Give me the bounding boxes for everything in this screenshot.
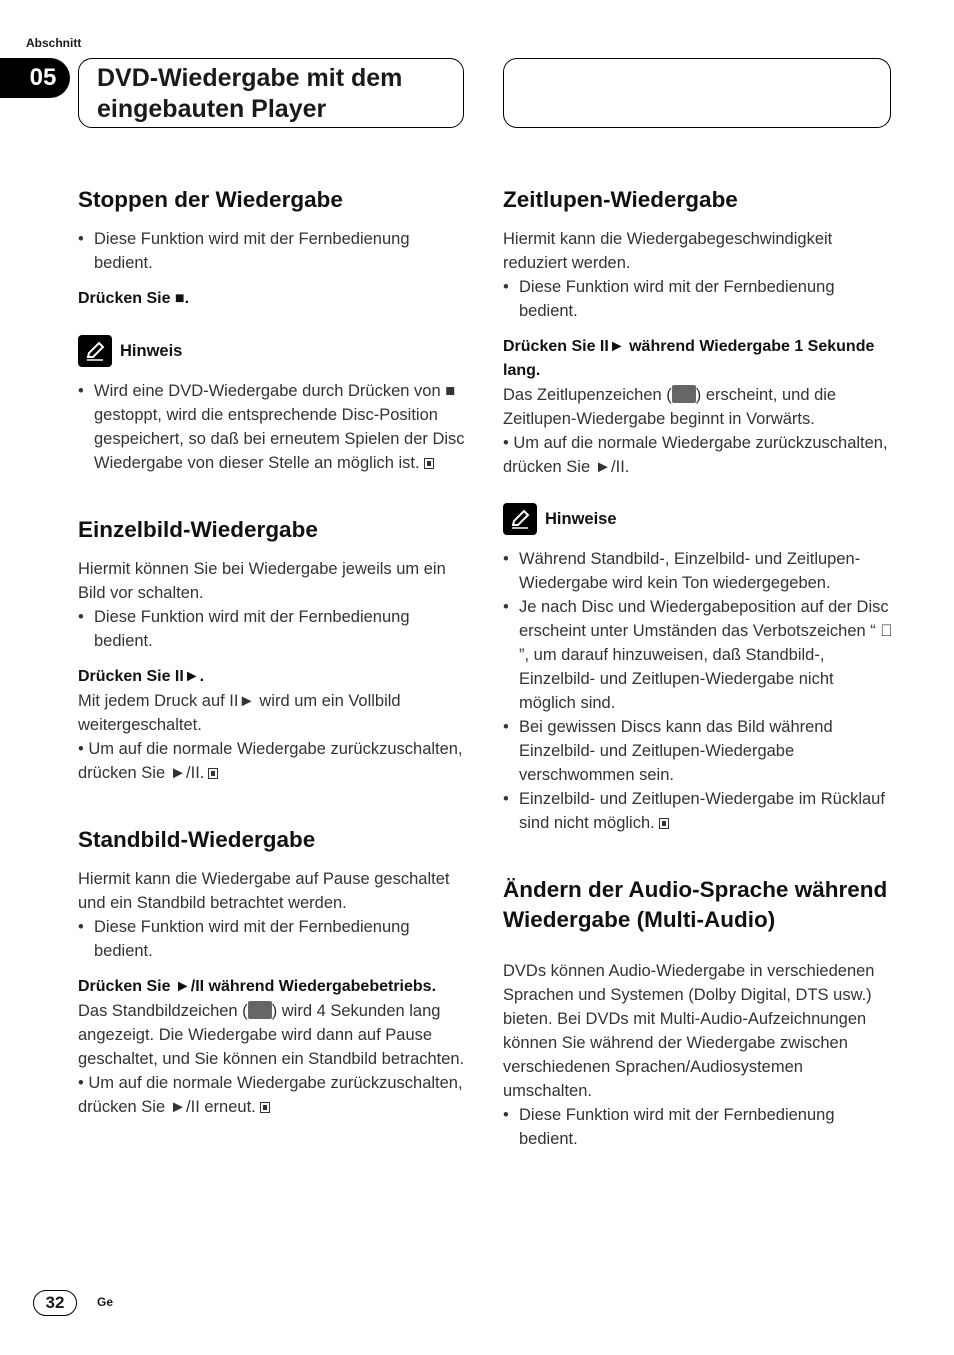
title-line-1: DVD-Wiedergabe mit dem [97, 64, 403, 92]
audio-heading: Ändern der Audio-Sprache während Wiedergabe (Multi-Audio) [503, 877, 888, 932]
still-bullet-1: • Diese Funktion wird mit der Fernbedienung bedient. [78, 915, 468, 963]
page-title [78, 58, 464, 128]
audio-intro: DVDs können Audio-Wiedergabe in verschiedenen Sprachen und Systemen (Dolby Digital, DTS usw.) bieten. Bei DVDs mit Multi-Audio-Aufzeichnungen können Sie während der Wiedergabe zwischen verschiedenen Sprachen/Audiosystemen umschalten. [503, 962, 875, 1100]
slow-note-1: • Während Standbild-, Einzelbild- und Zeitlupen-Wiedergabe wird kein Ton wiedergegeben. [503, 547, 893, 595]
audio-bullet-1: • Diese Funktion wird mit der Fernbedienung bedient. [503, 1103, 893, 1151]
stop-bullet: • Diese Funktion wird mit der Fernbedienung bedient. [78, 227, 468, 275]
frame-bullet-2: • Um auf die normale Wiedergabe zurückzuschalten, drücken Sie ►/II. [78, 740, 463, 782]
slow-bullet-2: • Um auf die normale Wiedergabe zurückzuschalten, drücken Sie ►/II. [503, 434, 888, 476]
still-command: Drücken Sie ►/II während Wiedergabebetriebs. [78, 978, 437, 995]
slow-intro: Hiermit kann die Wiedergabegeschwindigkeit reduziert werden. [503, 230, 833, 272]
right-column [503, 185, 893, 1151]
slow-note-3: • Bei gewissen Discs kann das Bild während Einzelbild- und Zeitlupen-Wiedergabe verschwommen sein. [503, 715, 893, 787]
still-symbol-icon [248, 1001, 272, 1019]
slow-note-title: Hinweise [545, 510, 617, 528]
slow-bullet-1: • Diese Funktion wird mit der Fernbedienung bedient. [503, 275, 893, 323]
header-empty-box [503, 58, 891, 128]
end-mark-icon [424, 458, 434, 469]
note-pencil-icon [503, 503, 537, 535]
slow-command: Drücken Sie II► während Wiedergabe 1 Sekunde lang. [503, 338, 875, 379]
frame-command: Drücken Sie II►. [78, 668, 205, 685]
left-column [78, 185, 468, 1119]
still-bullet-2: • Um auf die normale Wiedergabe zurückzuschalten, drücken Sie ►/II erneut. [78, 1074, 463, 1116]
slow-note-header [503, 503, 893, 535]
frame-heading: Einzelbild-Wiedergabe [78, 517, 318, 542]
section-label: Abschnitt [26, 36, 82, 50]
stop-note-header [78, 335, 468, 367]
language-code: Ge [97, 1295, 114, 1309]
stop-command: Drücken Sie ■. [78, 290, 190, 307]
note-pencil-icon [78, 335, 112, 367]
end-mark-icon [260, 1102, 270, 1113]
still-intro: Hiermit kann die Wiedergabe auf Pause geschaltet und ein Standbild betrachtet werden. [78, 870, 450, 912]
slow-heading: Zeitlupen-Wiedergabe [503, 187, 738, 212]
frame-intro: Hiermit können Sie bei Wiedergabe jeweils um ein Bild vor schalten. [78, 560, 446, 602]
title-line-2: eingebauten Player [97, 95, 327, 123]
still-text: Das Standbildzeichen ( ) wird 4 Sekunden lang angezeigt. Die Wiedergabe wird dann auf Pause geschaltet, und Sie können ein Standbild betrachten. [78, 1002, 465, 1068]
end-mark-icon [208, 768, 218, 779]
slow-text: Das Zeitlupenzeichen ( ) erscheint, und die Zeitlupen-Wiedergabe beginnt in Vorwärts. [503, 386, 837, 428]
section-number: 05 [0, 58, 70, 98]
slow-symbol-icon [672, 385, 696, 403]
frame-bullet-1: • Diese Funktion wird mit der Fernbedienung bedient. [78, 605, 468, 653]
end-mark-icon [659, 818, 669, 829]
slow-note-2: • Je nach Disc und Wiedergabeposition auf der Disc erscheint unter Umständen das Verbotszeichen “ ⃠ ”, um darauf hinzuweisen, daß Standbild-, Einzelbild- und Zeitlupen-Wiedergabe nicht möglich sind. [503, 595, 893, 715]
frame-text: Mit jedem Druck auf II► wird um ein Vollbild weitergeschaltet. [78, 692, 401, 734]
still-heading: Standbild-Wiedergabe [78, 827, 316, 852]
slow-note-4: • Einzelbild- und Zeitlupen-Wiedergabe im Rücklauf sind nicht möglich. [503, 787, 893, 835]
stop-note-text: • Wird eine DVD-Wiedergabe durch Drücken von ■ gestoppt, wird die entsprechende Disc-Position gespeichert, so daß bei erneutem Spielen der Disc Wiedergabe von dieser Stelle an möglich ist. [78, 379, 468, 475]
stop-note-title: Hinweis [120, 342, 183, 360]
stop-heading: Stoppen der Wiedergabe [78, 187, 343, 212]
page-number: 32 [33, 1290, 77, 1316]
